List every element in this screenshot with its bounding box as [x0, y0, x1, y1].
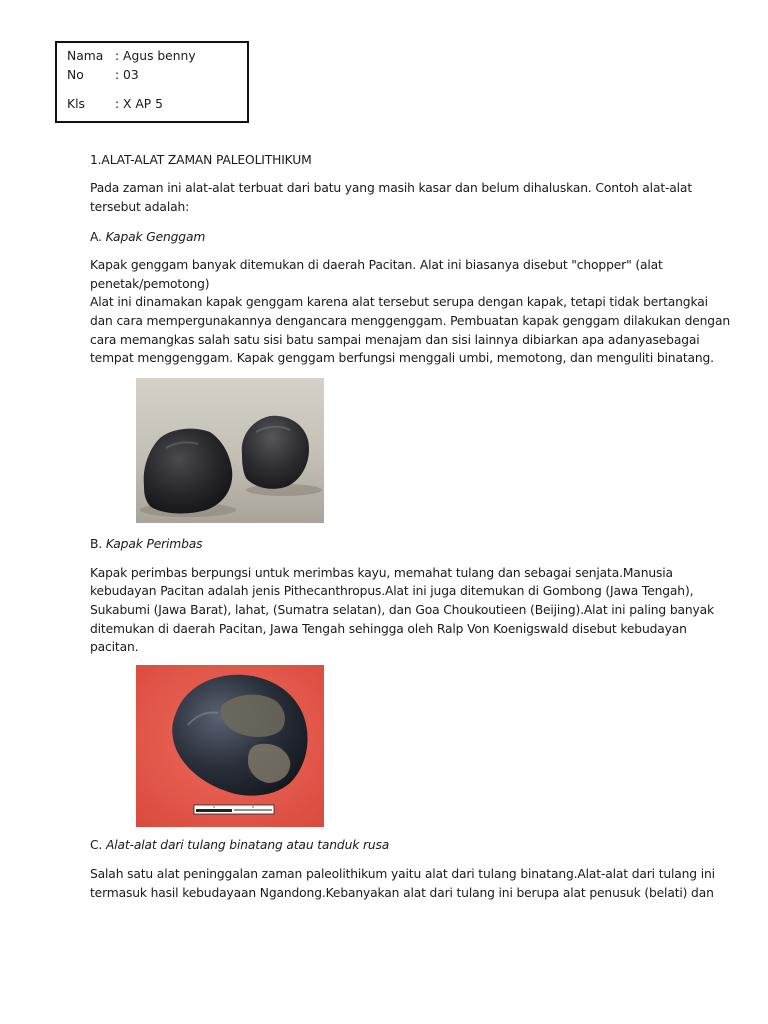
section-a-line: dan cara mempergunakannya dengancara menggenggam. Pembuatan kapak genggam dilakukan dengan: [90, 314, 730, 328]
identity-box: [55, 41, 249, 123]
class-label: Kls: [67, 97, 85, 111]
name-row: [67, 49, 196, 63]
section-a-heading: [90, 228, 690, 247]
page-heading: 1.ALAT-ALAT ZAMAN PALEOLITHIKUM: [90, 153, 312, 167]
section-b-line: pacitan.: [90, 640, 139, 654]
kapak-perimbas-photo: [136, 665, 324, 827]
number-label: No: [67, 68, 84, 82]
section-c-line: termasuk hasil kebudayaan Ngandong.Kebanyakan alat dari tulang ini berupa alat penusuk (belati) dan: [90, 886, 714, 900]
class-row: [67, 97, 163, 111]
section-b-title: Kapak Perimbas: [105, 537, 203, 551]
section-b-letter: B.: [90, 537, 103, 551]
section-a-line: penetak/pemotong): [90, 277, 210, 291]
section-a-line: cara memangkas salah satu sisi batu sampai menajam dan sisi lainnya dibiarkan apa adanyasebagai: [90, 333, 700, 347]
section-b-line: ditemukan di daerah Pacitan, Jawa Tengah sehingga oleh Ralp Von Koenigswald disebut kebudayan: [90, 622, 687, 636]
section-b-line: kebudayan Pacitan adalah jenis Pithecanthropus.Alat ini juga ditemukan di Gombong (Jawa Tengah),: [90, 584, 694, 598]
section-c-line: Salah satu alat peninggalan zaman paleolithikum yaitu alat dari tulang binatang.Alat-alat dari tulang ini: [90, 867, 715, 881]
number-value: : 03: [115, 68, 139, 82]
intro-line: tersebut adalah:: [90, 200, 190, 214]
section-c-heading: [90, 836, 690, 855]
section-a-letter: A.: [90, 230, 102, 244]
kapak-genggam-photo: [136, 378, 324, 523]
section-b-heading: [90, 535, 690, 554]
name-value: : Agus benny: [115, 49, 196, 63]
intro-line: Pada zaman ini alat-alat terbuat dari batu yang masih kasar dan belum dihaluskan. Contoh alat-alat: [90, 181, 692, 195]
section-a-line: tempat menggenggam. Kapak genggam berfungsi menggali umbi, memotong, dan menguliti binatang.: [90, 351, 714, 365]
section-a-line: Alat ini dinamakan kapak genggam karena alat tersebut serupa dengan kapak, tetapi tidak bertangkai: [90, 295, 708, 309]
section-a-line: Kapak genggam banyak ditemukan di daerah Pacitan. Alat ini biasanya disebut "chopper" (alat: [90, 258, 663, 272]
number-row: [67, 68, 139, 82]
section-c-title: Alat-alat dari tulang binatang atau tanduk rusa: [105, 838, 390, 852]
section-b-line: Sukabumi (Jawa Barat), lahat, (Sumatra selatan), dan Goa Choukoutieen (Beijing).Alat ini paling banyak: [90, 603, 714, 617]
section-c-letter: C.: [90, 838, 103, 852]
section-a-title: Kapak Genggam: [105, 230, 206, 244]
class-value: : X AP 5: [115, 97, 163, 111]
name-label: Nama: [67, 49, 104, 63]
section-b-line: Kapak perimbas berpungsi untuk merimbas kayu, memahat tulang dan sebagai senjata.Manusia: [90, 566, 673, 580]
